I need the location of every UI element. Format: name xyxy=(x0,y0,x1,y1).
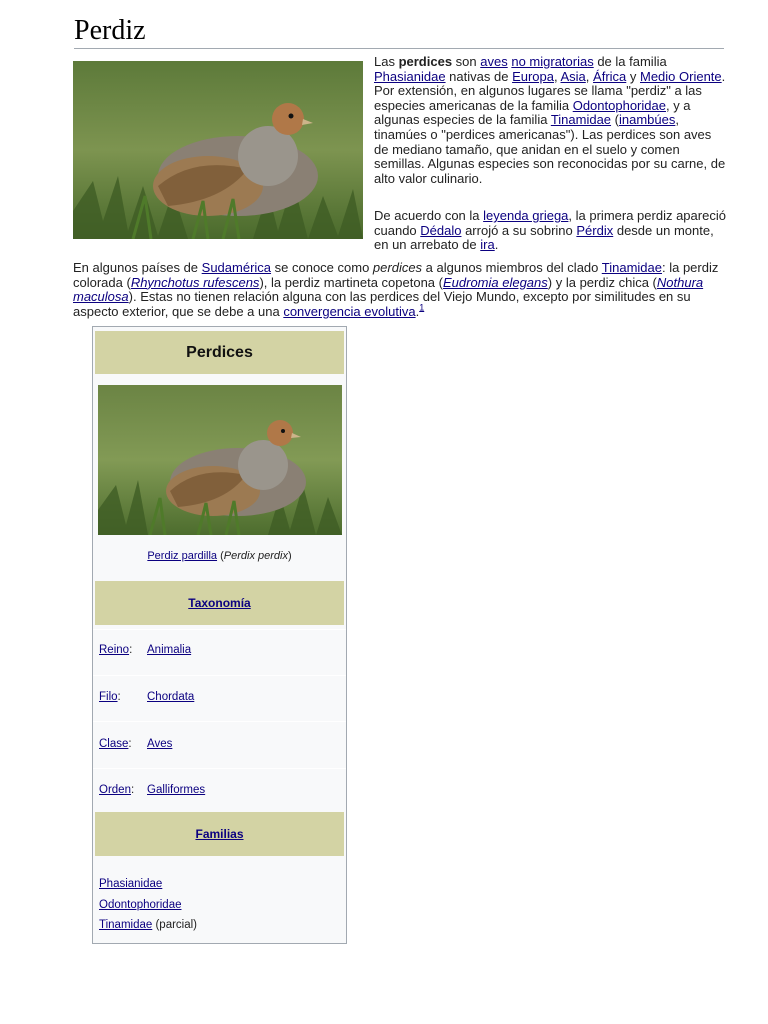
row-value-link[interactable]: Chordata xyxy=(147,691,195,703)
row-value-link[interactable]: Galliformes xyxy=(147,784,206,796)
link-tinamidae-2[interactable]: Tinamidae xyxy=(601,260,662,275)
family-link[interactable]: Odontophoridae xyxy=(99,898,182,911)
link-convergencia[interactable]: convergencia evolutiva xyxy=(283,303,416,319)
taxonomy-row: Reino: Animalia xyxy=(99,644,192,656)
family-item xyxy=(99,895,197,916)
link-medio-oriente[interactable]: Medio Oriente xyxy=(640,68,722,84)
link-perdix[interactable]: Pérdix xyxy=(576,222,614,238)
taxonomy-row: Filo: Chordata xyxy=(99,691,195,703)
families-list xyxy=(99,874,197,936)
taxonomy-row: Orden: Galliformes xyxy=(99,784,206,796)
infobox-photo[interactable] xyxy=(98,385,342,535)
caption-link[interactable]: Perdiz pardilla xyxy=(147,550,218,562)
bold-term: perdices xyxy=(398,54,453,69)
link-europa[interactable]: Europa xyxy=(512,68,554,84)
link-eudromia[interactable]: Eudromia elegans xyxy=(442,274,548,290)
family-link[interactable]: Phasianidae xyxy=(99,878,163,890)
link-asia[interactable]: Asia xyxy=(560,68,586,84)
link-dedalo[interactable]: Dédalo xyxy=(420,222,462,238)
infobox xyxy=(92,326,347,944)
row-value-link[interactable]: Animalia xyxy=(147,644,192,656)
link-odontophoridae[interactable]: Odontophoridae xyxy=(572,97,666,113)
divider xyxy=(93,675,346,676)
row-value-link[interactable]: Aves xyxy=(147,738,173,750)
intro-paragraph-1: Las perdices son aves no migratorias de la familia Phasianidae nativas de Europa, Asia, África y Medio Oriente. Por extensión, en algunos lugares se llama "perdiz" a las especies americanas de la familia Odontophoridae, y a algunas especies de la familia Tinamidae (inambúes, tinamúes o "perdices americanas"). Las perdices son aves de mediano tamaño, que anidan en el suelo y comen semillas. Algunas especies son reconocidas por su carne, de alto valor culinario. xyxy=(374,54,726,186)
taxonomy-link[interactable]: Taxonomía xyxy=(188,596,251,610)
row-key-link[interactable]: Reino xyxy=(99,644,130,656)
italic-term: perdices xyxy=(372,260,423,275)
link-inambues[interactable]: inambúes xyxy=(619,112,676,128)
partridge-photo[interactable] xyxy=(73,61,363,239)
infobox-caption: Perdiz pardilla (Perdix perdix) xyxy=(147,550,292,562)
infobox-title: Perdices xyxy=(95,331,344,374)
link-tinamidae[interactable]: Tinamidae xyxy=(550,112,612,128)
link-leyenda-griega[interactable]: leyenda griega xyxy=(483,208,569,223)
family-link[interactable]: Tinamidae xyxy=(99,919,153,931)
family-item: Tinamidae (parcial) xyxy=(99,919,198,931)
row-key-link[interactable]: Filo xyxy=(99,691,118,703)
families-header xyxy=(95,812,344,856)
page-title: Perdiz xyxy=(74,14,724,49)
row-key-link[interactable]: Orden xyxy=(99,784,131,796)
intro-paragraph-3: En algunos países de Sudamérica se conoce como perdices a algunos miembros del clado Tinamidae: la perdiz colorada (Rhynchotus rufescens), la perdiz martineta copetona (Eudromia elegans) y la perdiz chica (Nothura maculosa). Estas no tienen relación alguna con las perdices del Viejo Mundo, excepto por similitudes en su aspecto exterior, que se debe a una convergencia evolutiva.$^1$ xyxy=(73,260,719,319)
taxonomy-row: Clase: Aves xyxy=(99,738,173,750)
intro-paragraph-2: De acuerdo con la leyenda griega, la primera perdiz apareció cuando Dédalo arrojó a su sobrino Pérdix desde un monte, en un arrebato de ira. xyxy=(374,208,726,253)
reference-link[interactable]: 1 xyxy=(419,302,425,313)
link-rhynchotus[interactable]: Rhynchotus rufescens xyxy=(130,274,260,290)
divider xyxy=(93,629,346,630)
link-phasianidae[interactable]: Phasianidae xyxy=(374,68,446,84)
divider xyxy=(93,721,346,722)
link-aves[interactable]: aves xyxy=(480,54,508,69)
link-sudamerica[interactable]: Sudamérica xyxy=(201,260,272,275)
link-no-migratorias[interactable]: no migratorias xyxy=(511,54,594,69)
families-link[interactable]: Familias xyxy=(195,827,244,841)
divider xyxy=(93,768,346,769)
link-nothura[interactable]: Nothura maculosa xyxy=(73,274,704,305)
taxonomy-header xyxy=(95,581,344,625)
family-item xyxy=(99,874,197,895)
link-africa[interactable]: África xyxy=(593,68,627,84)
row-key-link[interactable]: Clase xyxy=(99,738,129,750)
link-ira[interactable]: ira xyxy=(480,237,495,253)
